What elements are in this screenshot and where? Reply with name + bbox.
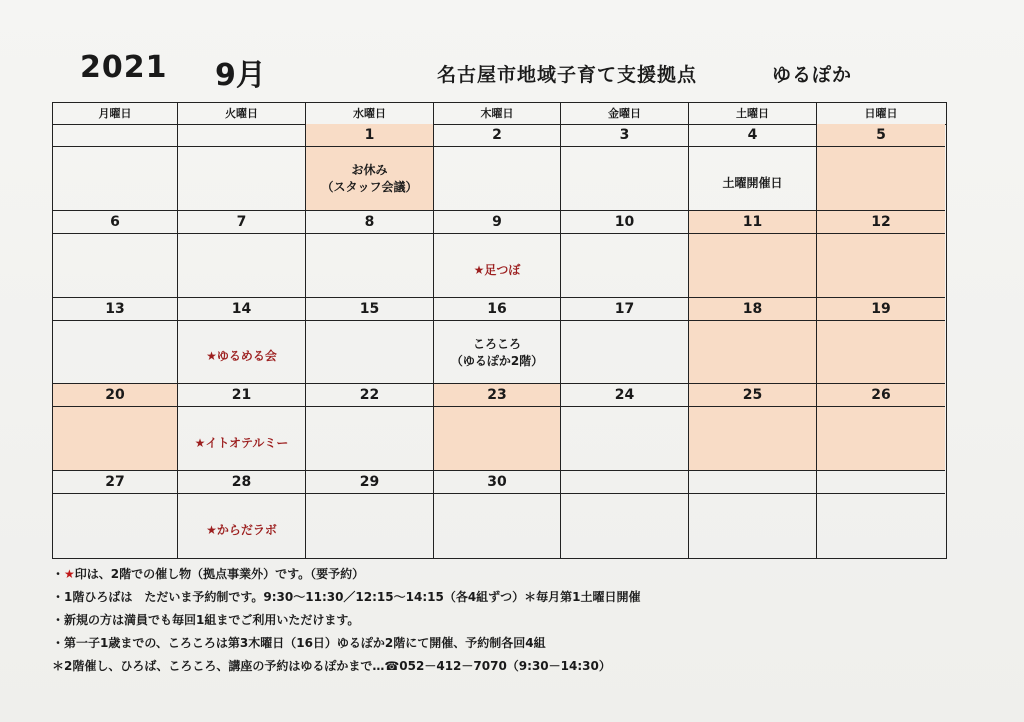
- day-number: [817, 471, 945, 494]
- event-label: （ゆるぽか2階）: [450, 353, 544, 368]
- day-number: [561, 471, 688, 494]
- day-number: 3: [561, 124, 688, 147]
- day-cell: [434, 384, 561, 471]
- day-number: 2: [434, 124, 560, 147]
- weekday-label: 火曜日: [178, 103, 306, 124]
- note-1-text: 印は、2階での催し物（拠点事業外）です。（要予約）: [74, 567, 365, 581]
- event-label: ★足つぼ: [473, 262, 521, 277]
- note-1-prefix: ・: [52, 567, 65, 581]
- day-number: 25: [689, 384, 816, 407]
- day-number: [178, 124, 305, 147]
- day-cell: [53, 124, 178, 211]
- day-number: 7: [178, 211, 305, 234]
- day-number: 5: [817, 124, 945, 147]
- header-year: 2021: [80, 50, 168, 85]
- day-number: 16: [434, 298, 560, 321]
- day-cell: [53, 471, 178, 558]
- day-number: 23: [434, 384, 560, 407]
- day-cell: [178, 471, 306, 558]
- day-number: 11: [689, 211, 816, 234]
- day-cell: [817, 298, 945, 384]
- header-organization: 名古屋市地域子育て支援拠点: [437, 64, 698, 86]
- day-cell: [689, 211, 817, 298]
- note-line-5: ＊2階催し、ひろば、ころころ、講座の予約はゆるぽかまで…☎052－412－7070（9:30－14:30）: [52, 659, 611, 673]
- day-cell: [53, 384, 178, 471]
- day-cell: [817, 384, 945, 471]
- day-cell: [689, 298, 817, 384]
- day-cell: [178, 298, 306, 384]
- event-label: 土曜開催日: [722, 175, 783, 190]
- weekday-header-row: [53, 103, 946, 125]
- weekday-label: 土曜日: [689, 103, 817, 124]
- day-number: [689, 471, 816, 494]
- day-number: 28: [178, 471, 305, 494]
- note-line-4: ・第一子1歳までの、ころころは第3木曜日（16日）ゆるぽか2階にて開催、予約制各回4組: [52, 636, 546, 650]
- day-number: 13: [53, 298, 177, 321]
- day-cell: [306, 471, 434, 558]
- event-label: ★イトオテルミー: [194, 435, 289, 450]
- day-cell: [689, 384, 817, 471]
- day-number: 9: [434, 211, 560, 234]
- day-cell: [178, 211, 306, 298]
- day-number: 15: [306, 298, 433, 321]
- calendar-grid: [52, 102, 947, 559]
- day-cell: [689, 471, 817, 558]
- day-number: 24: [561, 384, 688, 407]
- day-number: 10: [561, 211, 688, 234]
- weekday-label: 月曜日: [53, 103, 178, 124]
- day-number: 18: [689, 298, 816, 321]
- day-number: 26: [817, 384, 945, 407]
- note-line-1: [52, 563, 972, 586]
- day-number: 14: [178, 298, 305, 321]
- weekday-label: 日曜日: [864, 107, 898, 120]
- day-number: 20: [53, 384, 177, 407]
- notes-section: [52, 563, 972, 678]
- day-cell: [817, 211, 945, 298]
- day-cell: [434, 471, 561, 558]
- day-number: 21: [178, 384, 305, 407]
- day-number: 29: [306, 471, 433, 494]
- day-cell: [561, 471, 689, 558]
- day-number: 12: [817, 211, 945, 234]
- note-line-2: ・1階ひろばは ただいま予約制です。9:30～11:30／12:15～14:15（各4組ずつ）＊毎月第1土曜日開催: [52, 590, 641, 604]
- star-icon: ★: [64, 567, 75, 581]
- day-cell: [561, 211, 689, 298]
- day-cell: [178, 384, 306, 471]
- day-number: [53, 124, 177, 147]
- note-line-3: ・新規の方は満員でも毎回1組までご利用いただけます。: [52, 613, 360, 627]
- day-number: 6: [53, 211, 177, 234]
- day-cell: [306, 124, 434, 211]
- header-facility-name: ゆるぽか: [772, 64, 853, 86]
- day-cell: [434, 124, 561, 211]
- day-cell: [178, 124, 306, 211]
- day-cell: [53, 298, 178, 384]
- day-number: 19: [817, 298, 945, 321]
- event-label: ころころ: [472, 336, 521, 351]
- day-cell: [434, 298, 561, 384]
- day-cell: [689, 124, 817, 211]
- day-cell: [561, 384, 689, 471]
- day-number: 4: [689, 124, 816, 147]
- day-number: 27: [53, 471, 177, 494]
- day-cell: [53, 211, 178, 298]
- day-cell: [817, 471, 945, 558]
- day-number: 8: [306, 211, 433, 234]
- weekday-label: 木曜日: [434, 103, 561, 124]
- day-number: 17: [561, 298, 688, 321]
- day-cell: [434, 211, 561, 298]
- header-month: 9月: [215, 58, 266, 93]
- day-cell: [561, 124, 689, 211]
- weekday-label: 金曜日: [561, 103, 689, 124]
- day-number: 22: [306, 384, 433, 407]
- day-number: 30: [434, 471, 560, 494]
- day-cell: [561, 298, 689, 384]
- day-cell: [306, 384, 434, 471]
- day-cell: [306, 211, 434, 298]
- weekday-label: 水曜日: [306, 103, 434, 124]
- day-cell: [817, 124, 945, 211]
- event-label: ★からだラボ: [206, 522, 277, 537]
- day-number: 1: [306, 124, 433, 147]
- day-cell: [306, 298, 434, 384]
- event-label: お休み: [351, 163, 388, 177]
- event-label: （スタッフ会議）: [321, 180, 418, 194]
- event-label: ★ゆるめる会: [206, 349, 277, 363]
